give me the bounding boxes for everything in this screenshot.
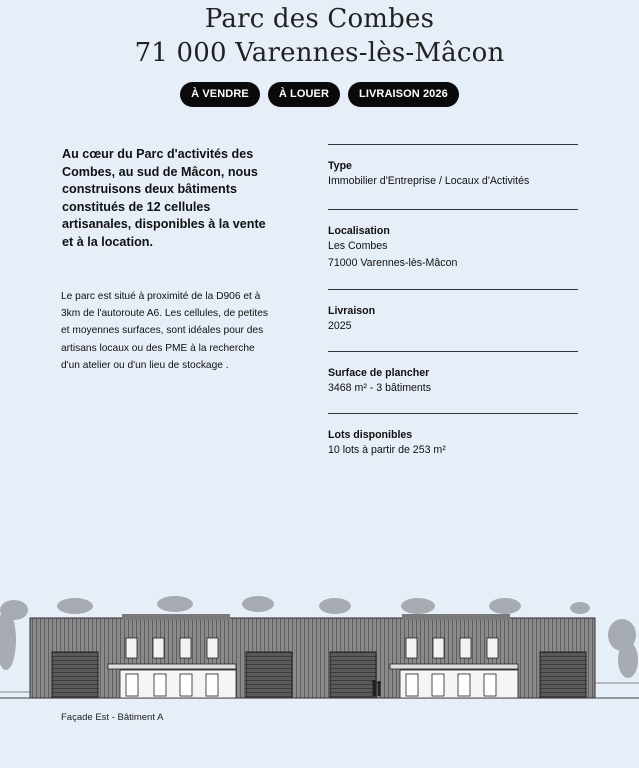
tag-for-sale[interactable]: À VENDRE <box>180 82 260 107</box>
tag-delivery[interactable]: LIVRAISON 2026 <box>348 82 459 107</box>
spec-surface-value: 3468 m² - 3 bâtiments <box>328 382 432 394</box>
spec-type <box>328 144 578 205</box>
spec-surface-label: Surface de plancher <box>328 367 430 379</box>
page-subtitle-location: 71 000 Varennes-lès-Mâcon <box>134 38 505 68</box>
spec-lots-label: Lots disponibles <box>328 429 413 441</box>
intro-lead-text: Au cœur du Parc d'activités des Combes, au sud de Mâcon, nous construisons deux bâtiments constitués de 12 cellules artisanales, disponibles à la vente et à la location. <box>62 147 266 249</box>
intro-description-text: Le parc est situé à proximité de la D906 et à 3km de l'autoroute A6. Les cellules, de petites et moyennes surfaces, sont idéales pour des artisans locaux ou des PME à la recherche d'un atelier ou d'un lieu de stockage . <box>61 291 268 371</box>
spec-location-value-2: 71000 Varennes-lès-Mâcon <box>328 257 458 269</box>
spec-delivery-value: 2025 <box>328 320 352 332</box>
spec-list <box>328 144 578 459</box>
figure-caption: Façade Est - Bâtiment A <box>61 712 164 723</box>
spec-type-value: Immobilier d'Entreprise / Locaux d'Activités <box>328 175 530 187</box>
spec-lots-value: 10 lots à partir de 253 m² <box>328 444 446 456</box>
spec-type-label: Type <box>328 160 352 172</box>
spec-location-value: Les Combes <box>328 240 388 252</box>
spec-delivery-label: Livraison <box>328 305 376 317</box>
tag-for-rent[interactable]: À LOUER <box>268 82 340 107</box>
tag-list <box>0 82 639 107</box>
spec-location <box>328 209 578 286</box>
spec-location-label: Localisation <box>328 225 390 237</box>
spec-surface <box>328 351 578 411</box>
page-title: Parc des Combes <box>204 4 435 34</box>
spec-delivery <box>328 289 578 349</box>
facade-elevation-drawing <box>0 580 639 705</box>
spec-lots <box>328 413 578 459</box>
